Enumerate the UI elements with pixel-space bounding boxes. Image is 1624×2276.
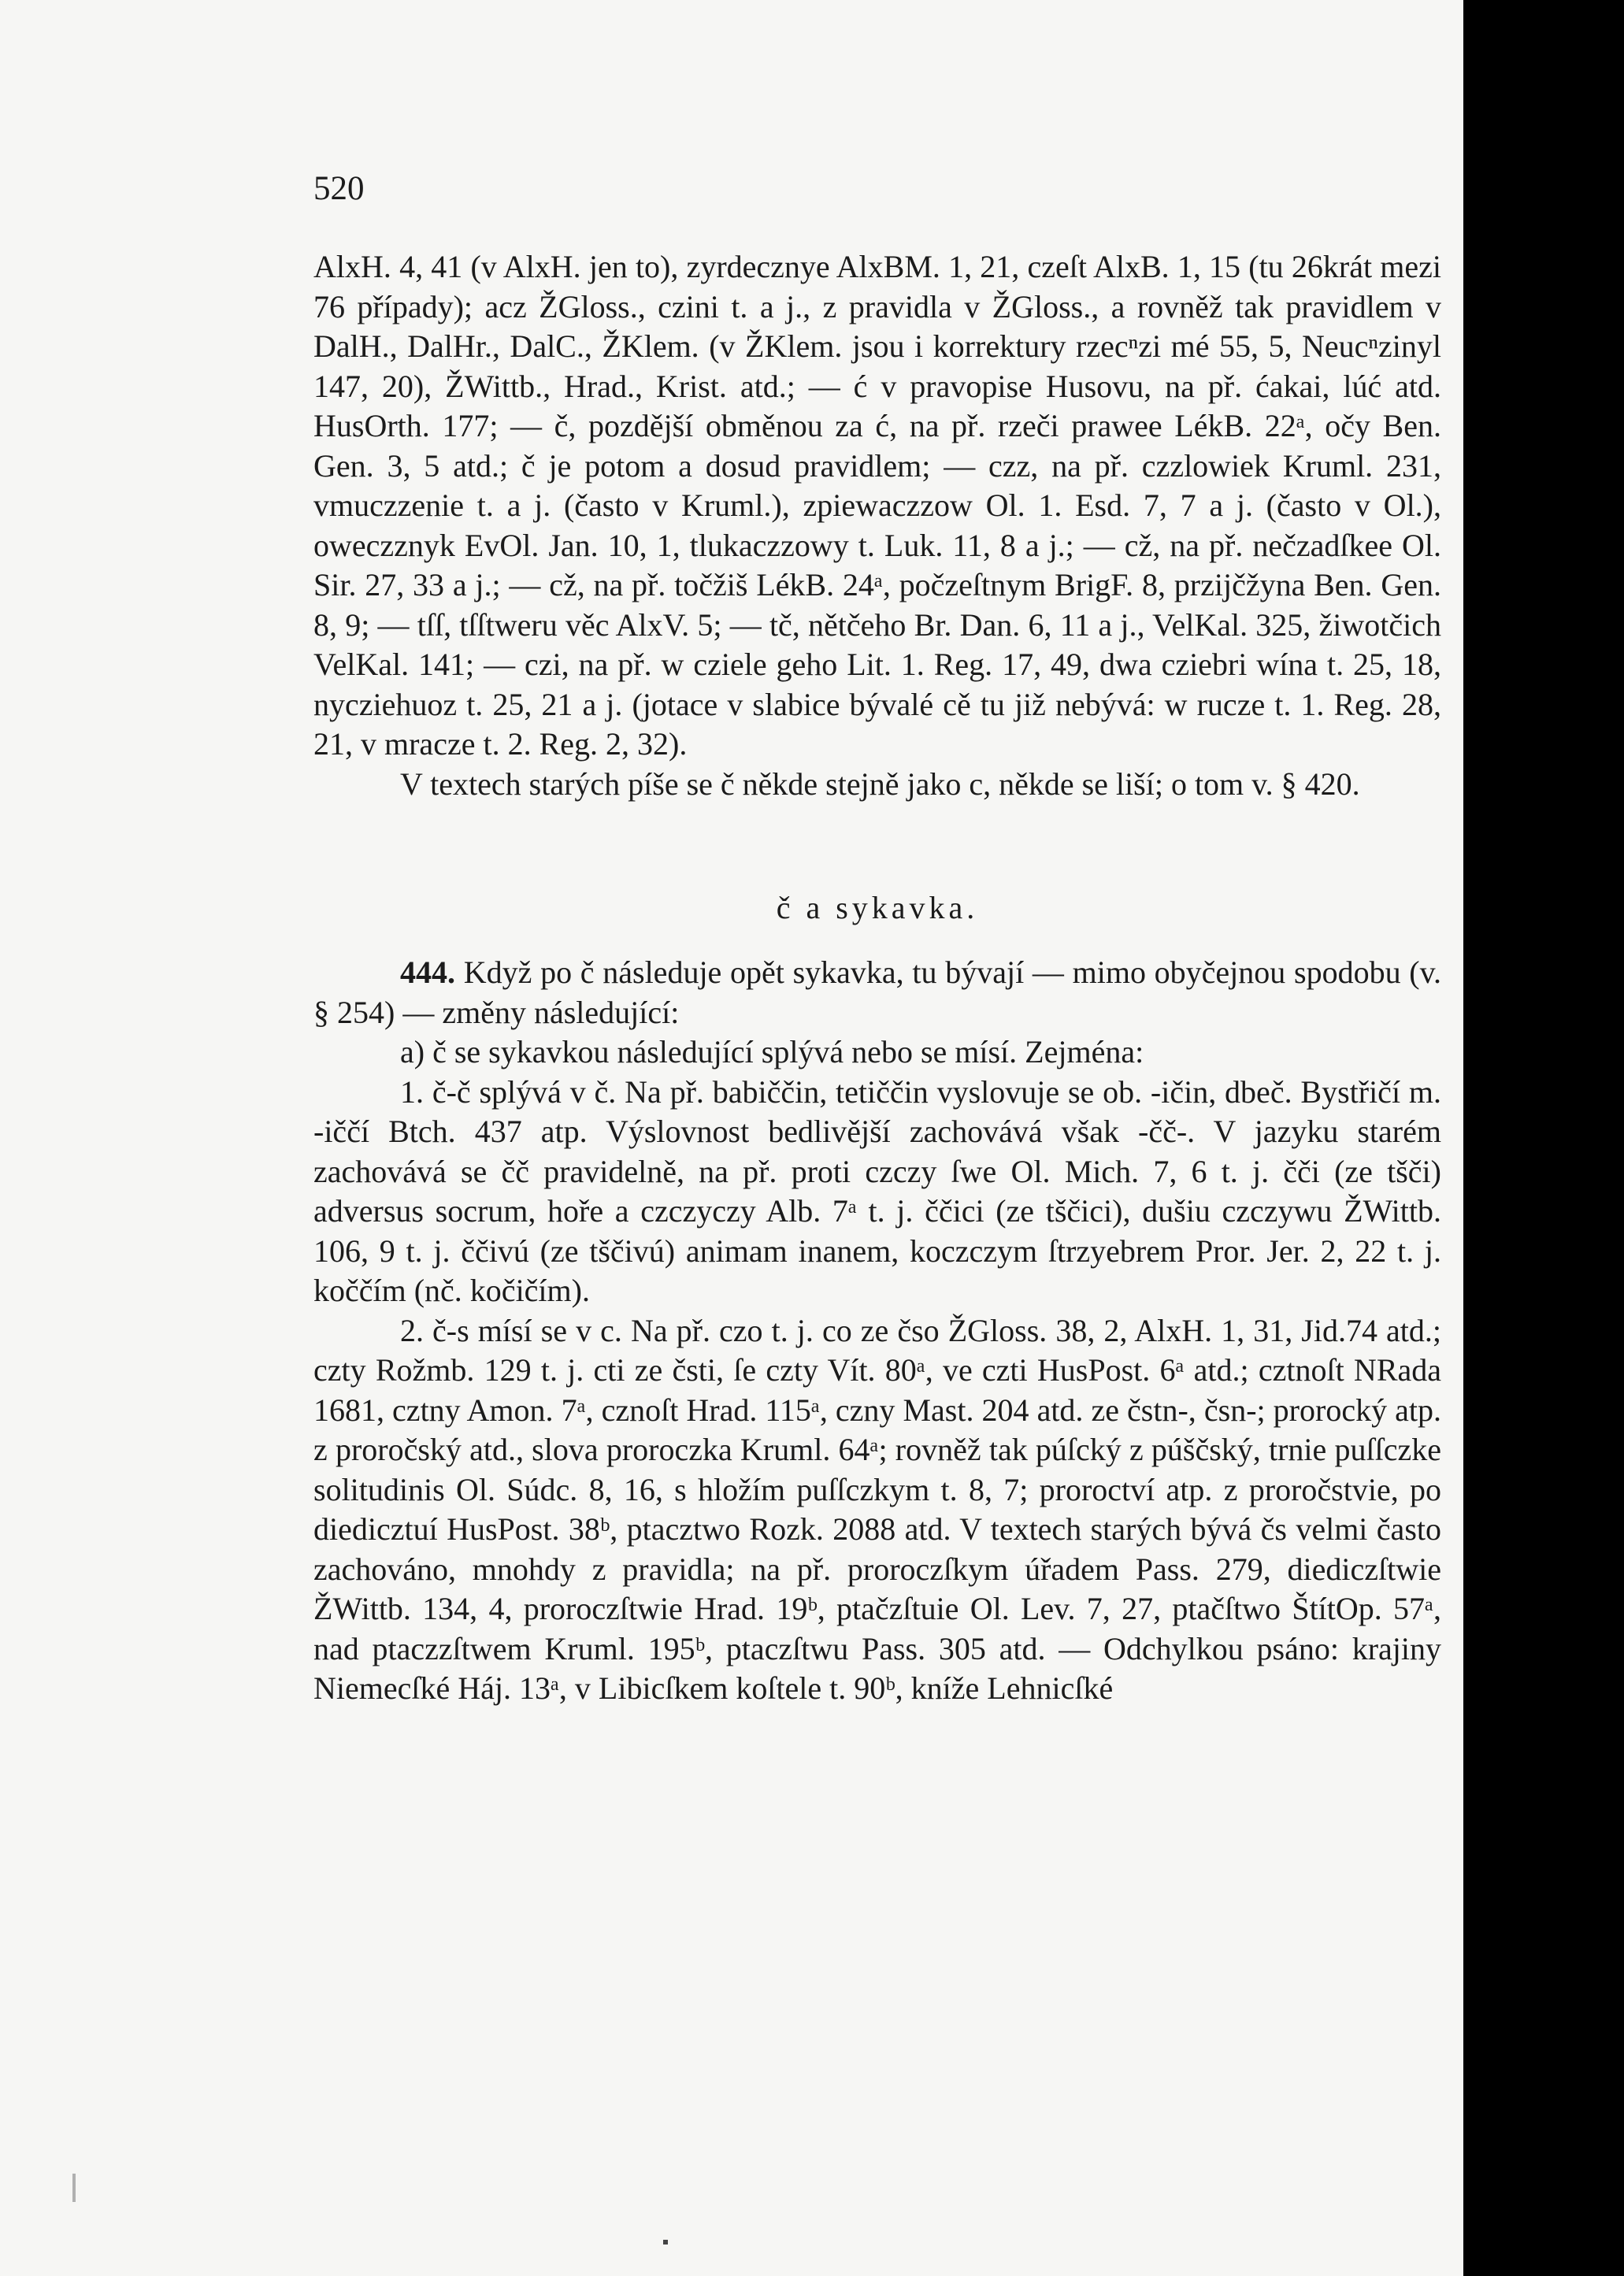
page-content (313, 169, 1441, 1709)
paragraph-444-text: Když po č následuje opět sykavka, tu bývají — mimo obyčejnou spodobu (v. § 254) — změny následující: (313, 955, 1442, 1030)
section-heading: č a sykavka. (776, 890, 979, 925)
scan-artifact-mark (72, 2174, 76, 2202)
section-number: 444. (400, 955, 455, 990)
paragraph-note: V textech starých píše se č někde stejně jako c, někde se liší; o tom v. § 420. (400, 765, 1360, 802)
paragraph-point-1: 1. č-č splývá v č. Na př. babiččin, tetiččin vyslovuje se ob. -ičin, dbeč. Bystřičí m. -iččí Btch. 437 atp. Výslovnost bedlivější zachovává však -čč-. V jazyku starém zachovává se čč pravidelně, na př. proti czczy ſwe Ol. Mich. 7, 6 t. j. čči (ze tšči) adversus socrum, hoře a czczyczy Alb. 7ᵃ t. j. ččici (ze tščici), dušiu czczywu ŽWittb. 106, 9 t. j. ččivú (ze tščivú) animam inanem, koczczym ſtrzyebrem Pror. Jer. 2, 22 t. j. koččím (nč. kočičím). (313, 1073, 1441, 1308)
paragraph-444 (313, 953, 1441, 1032)
page-number: 520 (313, 170, 365, 207)
upper-text-block (313, 247, 1441, 804)
paragraph-point-2: 2. č-s mísí se v c. Na př. czo t. j. co ze čso ŽGloss. 38, 2, AlxH. 1, 31, Jid.74 atd.; czty Rožmb. 129 t. j. cti ze čsti, ſe czty Vít. 80ᵃ, ve czti HusPost. 6ᵃ atd.; cztnoſt NRada 1681, cztny Amon. 7ᵃ, cznoſt Hrad. 115ᵃ, czny Mast. 204 atd. ze čstn-, čsn-; prorocký atp. z proročský atd., slova proroczka Kruml. 64ᵃ; rovněž tak púſcký z púščský, trnie puſſczke solitudinis Ol. Súdc. 8, 16, s hložím puſſczkym t. 8, 7; proroctví atp. z proročstvie, po diedicztuí HusPost. 38ᵇ, ptacztwo Rozk. 2088 atd. V textech starých bývá čs velmi často zachováno, mnohdy z pravidla; na př. proroczſkym úřadem Pass. 279, diediczſtwie ŽWittb. 134, 4, proroczſtwie Hrad. 19ᵇ, ptačzſtuie Ol. Lev. 7, 27, ptačſtwo ŠtítOp. 57ᵃ, nad ptaczzſtwem Kruml. 195ᵇ, ptaczſtwu Pass. 305 atd. — Odchylkou psáno: krajiny Niemecſké Háj. 13ᵃ, v Libicſkem koſtele t. 90ᵇ, kníže Lehnicſké (313, 1312, 1441, 1706)
paragraph-point-a: a) č se sykavkou následující splývá nebo se mísí. Zejména: (400, 1034, 1144, 1069)
section-text-block (313, 953, 1441, 1709)
paragraph-continuation: AlxH. 4, 41 (v AlxH. jen to), zyrdecznye AlxBM. 1, 21, czeſt AlxB. 1, 15 (tu 26krát mezi 76 případy); acz ŽGloss., czini t. a j., z pravidla v ŽGloss., a rovněž tak pravidlem v DalH., DalHr., DalC., ŽKlem. (v ŽKlem. jsou i korrektury rzecⁿzi mé 55, 5, Neucⁿzinyl 147, 20), ŽWittb., Hrad., Krist. atd.; — ć v pravopise Husovu, na př. ćakai, lúć atd. HusOrth. 177; — č, pozdější obměnou za ć, na př. rzeči prawee LékB. 22ᵃ, očy Ben. Gen. 3, 5 atd.; č je potom a dosud pravidlem; — czz, na př. czzlowiek Kruml. 231, vmuczzenie t. a j. (často v Kruml.), zpiewaczzow Ol. 1. Esd. 7, 7 a j. (často v Ol.), oweczznyk EvOl. Jan. 10, 1, tlukaczzowy t. Luk. 11, 8 a j.; — cž, na př. nečzadſkee Ol. Sir. 27, 33 a j.; — cž, na př. točžiš LékB. 24ᵃ, počzeſtnym BrigF. 8, przijčžyna Ben. Gen. 8, 9; — tſſ, tſſtweru věc AlxV. 5; — tč, nětčeho Br. Dan. 6, 11 a j., VelKal. 325, žiwotčich VelKal. 141; — czi, na př. w cziele geho Lit. 1. Reg. 17, 49, dwa cziebri wína t. 25, 18, nycziehuoz t. 25, 21 a j. (jotace v slabice bývalé cě tu již nebývá: w rucze t. 1. Reg. 28, 21, v mracze t. 2. Reg. 2, 32). (313, 249, 1441, 762)
scan-artifact-dot (663, 2240, 668, 2244)
